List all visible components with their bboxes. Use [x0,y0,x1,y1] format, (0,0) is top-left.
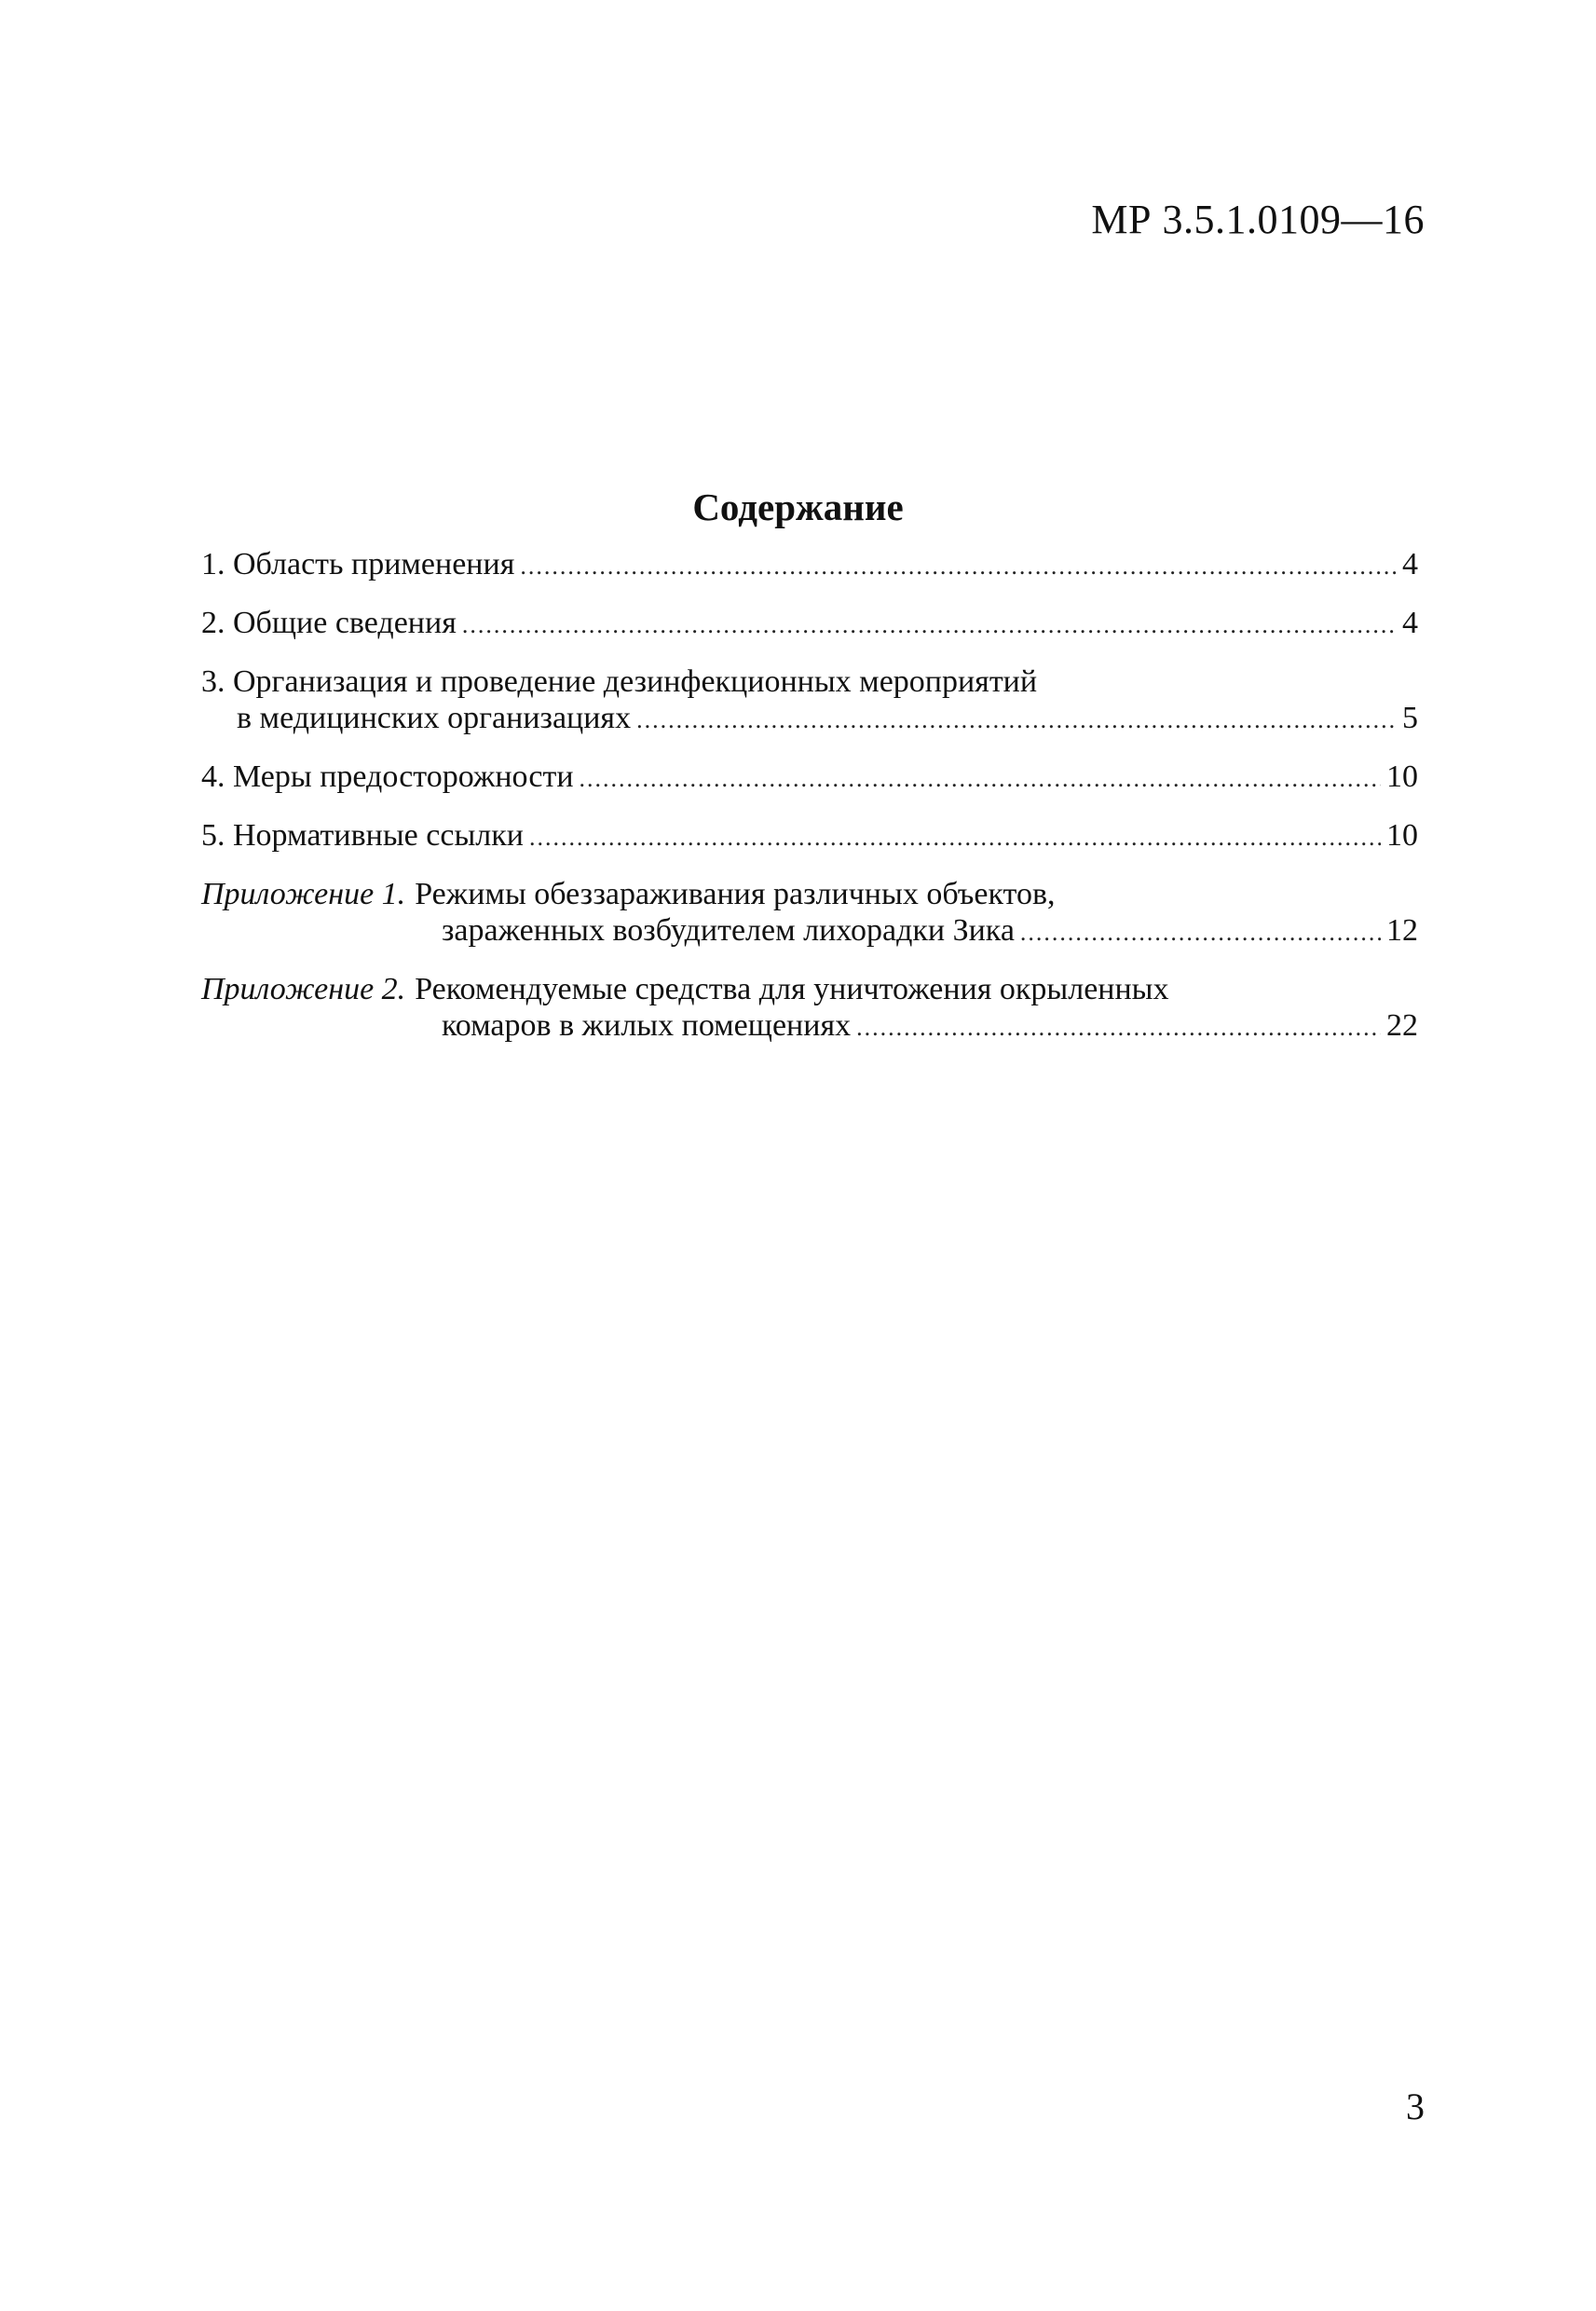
toc-entry-title: 2. Общие сведения [201,606,457,640]
table-of-contents [201,546,1418,1046]
appendix-label: Приложение 1. [201,877,406,911]
dot-leader [520,548,1397,584]
page-number: 3 [1406,2085,1425,2127]
toc-appendix-entry [201,876,1418,950]
appendix-page: 22 [1386,1008,1418,1043]
toc-entry [201,759,1418,797]
toc-appendix-entry [201,971,1418,1046]
dot-leader [856,1009,1381,1046]
toc-entry-page: 4 [1402,606,1418,640]
toc-entry-title: 3. Организация и проведение дезинфекционных мероприятий [201,664,1038,699]
dot-leader [529,819,1381,855]
document-code: МР 3.5.1.0109—16 [1091,197,1425,242]
toc-entry [201,817,1418,855]
toc-entry-page: 10 [1386,759,1418,794]
toc-entry-title: 1. Область применения [201,547,515,581]
toc-entry-page: 5 [1402,701,1418,735]
appendix-title-continued: зараженных возбудителем лихорадки Зика [442,913,1015,948]
toc-entry-page: 10 [1386,818,1418,853]
dot-leader [636,702,1397,738]
toc-entry [201,546,1418,584]
appendix-title-continued: комаров в жилых помещениях [442,1008,852,1043]
appendix-label: Приложение 2. [201,972,406,1006]
toc-entry [201,605,1418,643]
dot-leader [580,760,1381,797]
toc-entry-title: 5. Нормативные ссылки [201,818,524,853]
appendix-title: Режимы обеззараживания различных объектов, [415,877,1056,911]
dot-leader [462,607,1397,643]
appendix-title: Рекомендуемые средства для уничтожения окрыленных [415,972,1169,1006]
toc-entry [201,663,1418,738]
appendix-page: 12 [1386,913,1418,948]
toc-title: Содержание [692,485,904,528]
toc-entry-page: 4 [1402,547,1418,581]
toc-entry-title-continued: в медицинских организациях [237,701,632,735]
toc-entry-title: 4. Меры предосторожности [201,759,574,794]
dot-leader [1020,914,1381,950]
